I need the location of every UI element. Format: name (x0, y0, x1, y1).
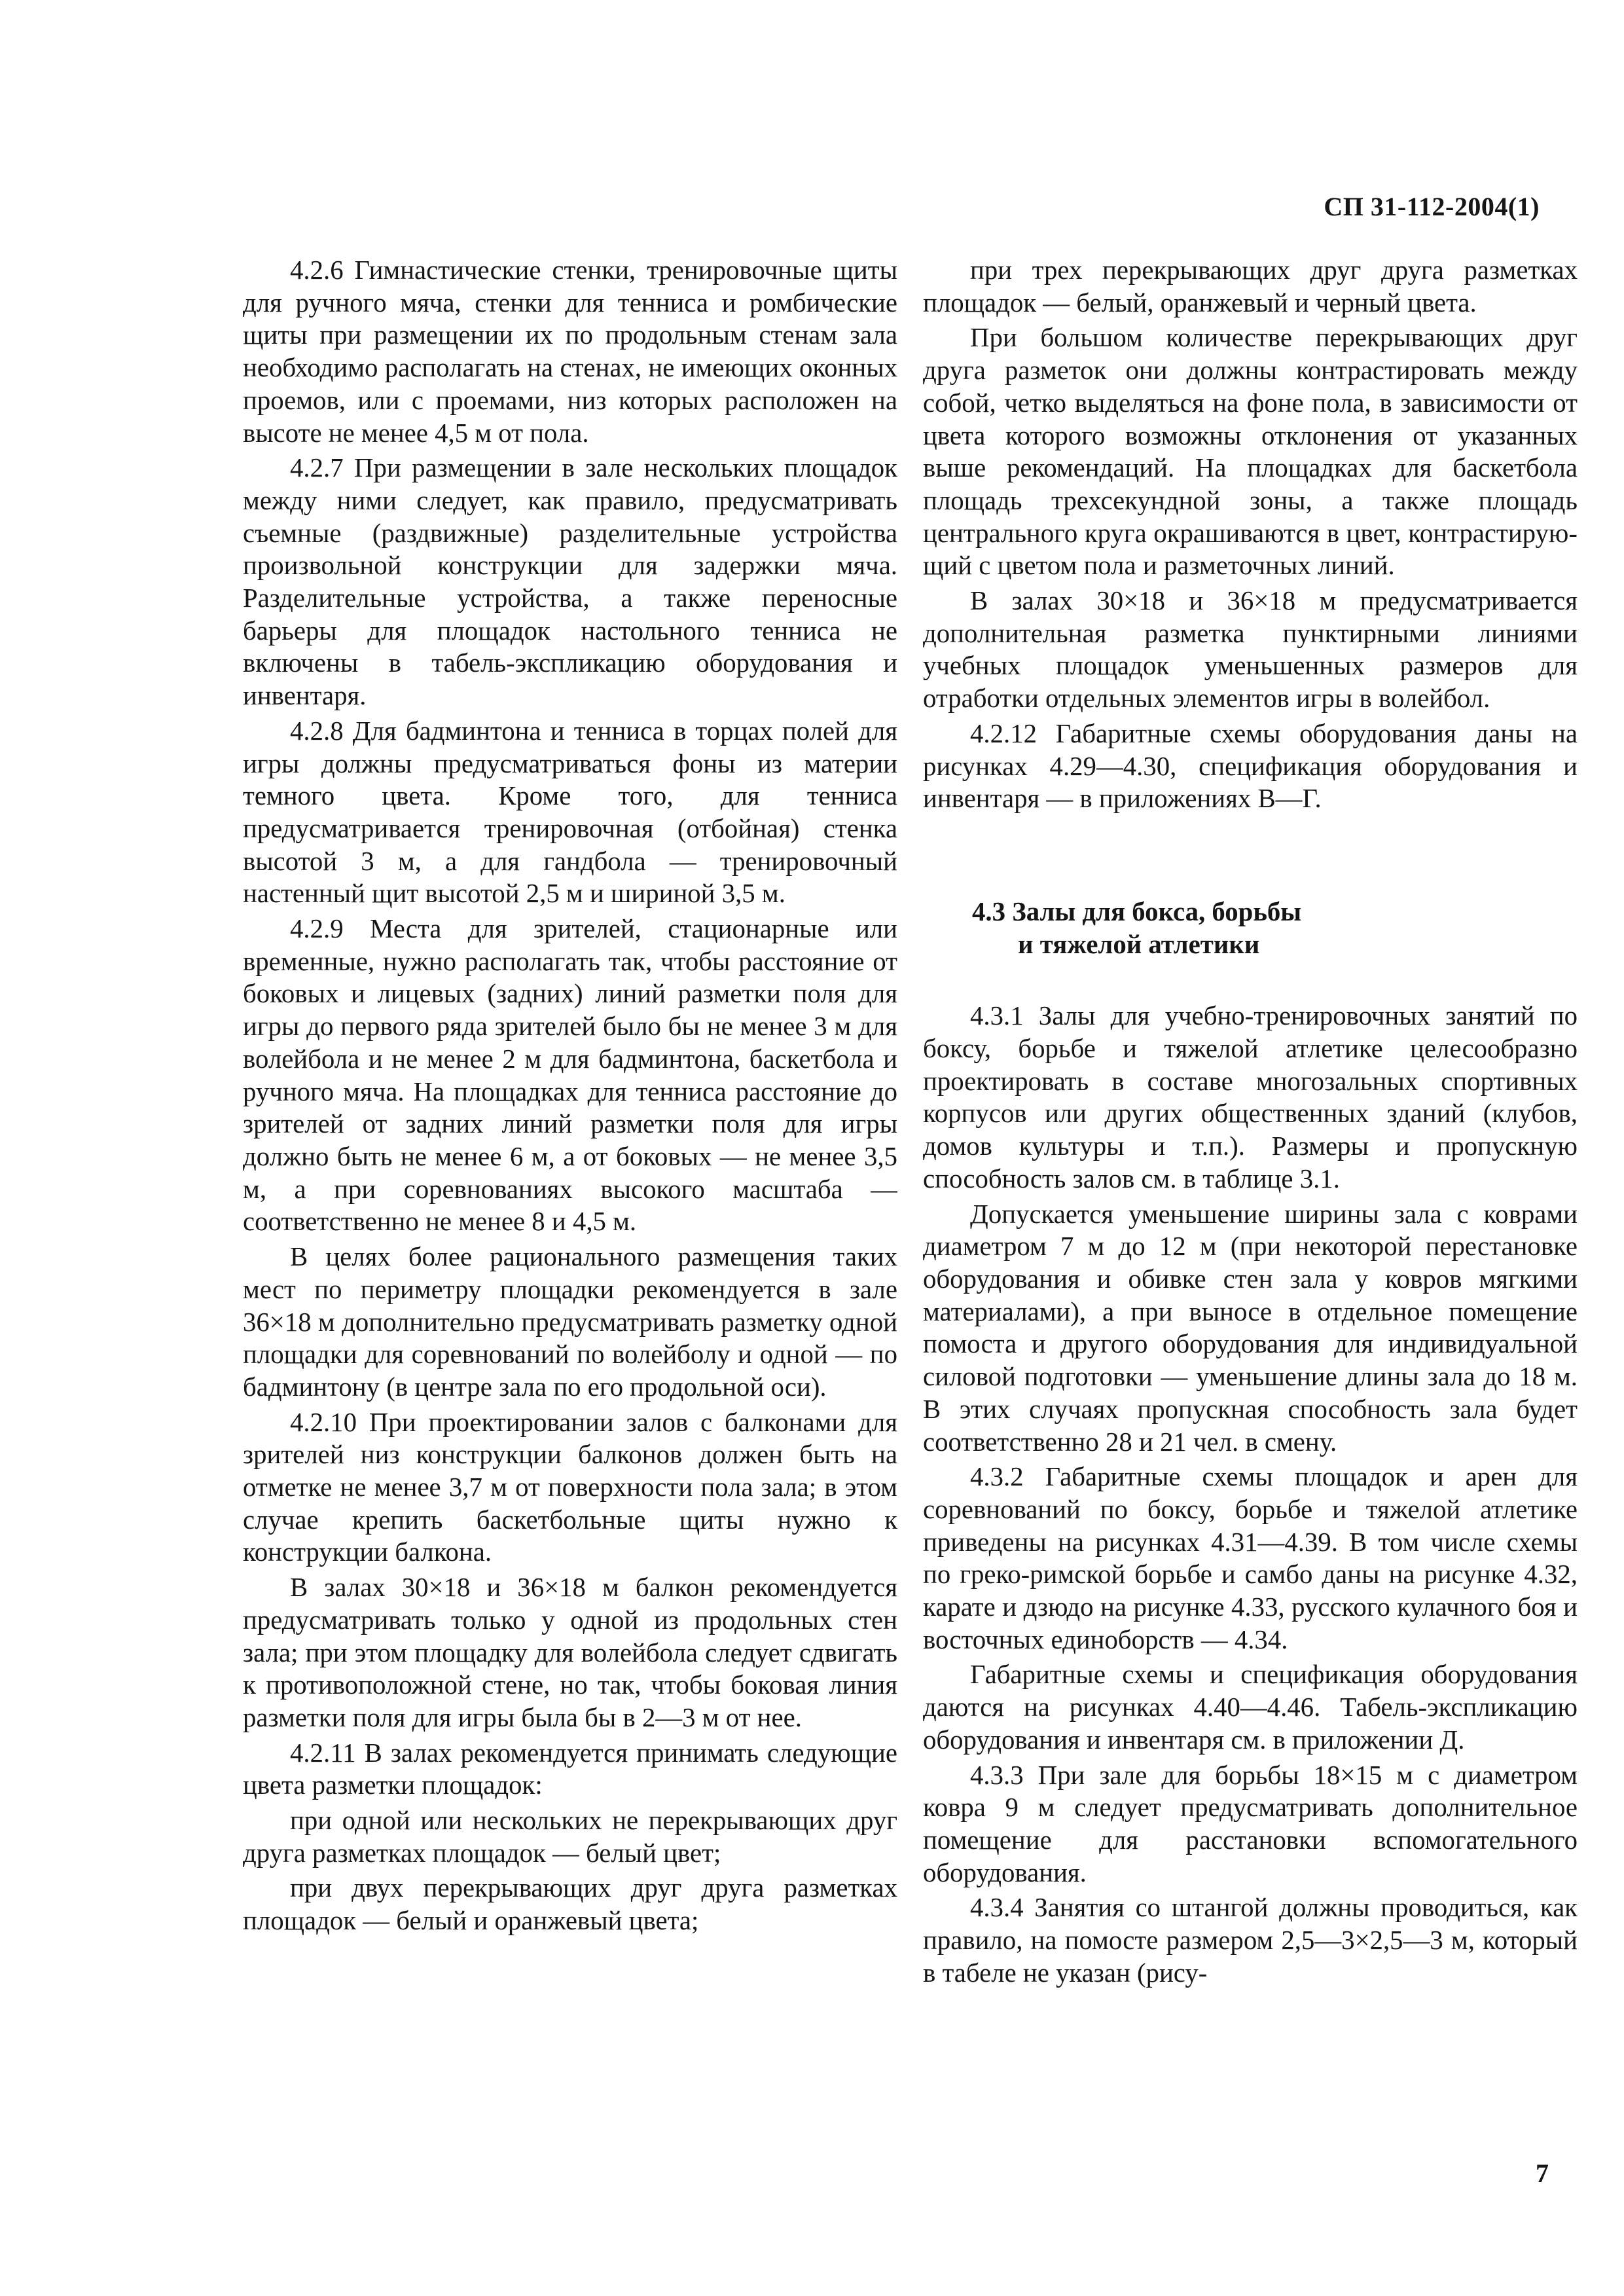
section-heading-line-1: 4.3 Залы для бокса, борьбы (972, 896, 1302, 926)
paragraph-width-reduction: Допускается уменьшение ширины зала с коврами диаметром 7 м до 12 м (при некоторой перестановке оборудования и обивке стен зала у ковров мягкими материалами), а при выносе в отдельное помещение помоста и другого оборудования для индивидуальной силовой подготовки — уменьшение длины зала до 18 м. В этих случаях пропускная способность зала будет соответственно 28 и 21 чел. в смену. (923, 1199, 1578, 1457)
paragraph-4-2-12: 4.2.12 Габаритные схемы оборудования даны на рисунках 4.29—4.30, спецификация оборудования и инвентаря — в приложениях В—Г. (923, 718, 1578, 814)
section-heading-4-3 (923, 896, 1578, 960)
paragraph-equipment-schemes: Габаритные схемы и спецификация оборудования даются на рисунках 4.40—4.46. Табель-экспликацию оборудования и инвентаря см. в приложении Д. (923, 1660, 1578, 1755)
paragraph-three-markings: при трех перекрывающих друг друга разметках площадок — белый, оранжевый и черный цвета. (923, 255, 1578, 318)
paragraph-4-3-2: 4.3.2 Габаритные схемы площадок и арен для соревнований по боксу, борьбе и тяжелой атлетике приведены на рисунках 4.31—4.39. В том числе схемы по греко-римской борьбе и самбо даны на рисунке 4.32, карате и дзюдо на рисунке 4.33, русского кулачного боя и восточных единоборств — 4.34. (923, 1462, 1578, 1654)
paragraph-many-markings: При большом количестве перекрывающих друг друга разметок они должны контрастировать между собой, четко выделяться на фоне пола, в зависимости от цвета которого возможны отклонения от указанных выше рекомендаций. На площадках для баскетбола площадь трехсекундной зоны, а также площадь центрального круга окрашиваются в цвет, контрастирующий с цветом пола и разметочных линий. (923, 323, 1578, 581)
paragraph-4-3-1: 4.3.1 Залы для учебно-тренировочных занятий по боксу, борьбе и тяжелой атлетике целесообразно проектировать в составе многозальных спортивных корпусов или других общественных зданий (клубов, домов культуры и т.п.). Размеры и пропускную способность залов см. в таблице 3.1. (923, 1001, 1578, 1194)
paragraph-single-marking: при одной или нескольких не перекрывающих друг друга разметках площадок — белый цвет; (243, 1806, 897, 1868)
paragraph-spectator-placement: В целях более рационального размещения таких мест по периметру площадки рекомендуется в зале 36×18 м дополнительно предусматривать разметку одной площадки для соревнований по волейболу и одной — по бадминтону (в центре зала по его продольной оси). (243, 1242, 897, 1402)
paragraph-4-2-7: 4.2.7 При размещении в зале нескольких площадок между ними следует, как правило, предусматривать съемные (раздвижные) разделительные устройства произвольной конструкции для задержки мяча. Разделительные устройства, а также переносные барьеры для площадок настольного тенниса не включены в табель-экспликацию оборудования и инвентаря. (243, 453, 897, 711)
page-number: 7 (1536, 2159, 1549, 2188)
paragraph-two-markings: при двух перекрывающих друг друга разметках площадок — белый и оранжевый цвета; (243, 1873, 897, 1936)
right-column (923, 254, 1578, 2192)
paragraph-4-2-10: 4.2.10 При проектировании залов с балконами для зрителей низ конструкции балконов должен быть на отметке не менее 3,7 м от поверхности пола зала; в этом случае крепить баскетбольные щиты нужно к конструкции балкона. (243, 1407, 897, 1567)
section-heading-line-2: и тяжелой атлетики (1018, 929, 1260, 959)
paragraph-4-2-9: 4.2.9 Места для зрителей, стационарные или временные, нужно располагать так, чтобы расстояние от боковых и лицевых (задних) линий разметки поля для игры до первого ряда зрителей было бы не менее 3 м для волейбола и не менее 2 м для бадминтона, баскетбола и ручного мяча. На площадках для тенниса расстояние до зрителей от задних линий разметки поля для игры должно быть не менее 6 м, а от боковых — не менее 3,5 м, а при соревнованиях высокого масштаба — соответственно не менее 8 и 4,5 м. (243, 914, 897, 1237)
paragraph-dotted-markings: В залах 30×18 и 36×18 м предусматривается дополнительная разметка пунктирными линиями учебных площадок уменьшенных размеров для отработки отдельных элементов игры в волейбол. (923, 586, 1578, 714)
document-code: СП 31-112-2004(1) (1324, 192, 1540, 221)
paragraph-4-2-8: 4.2.8 Для бадминтона и тенниса в торцах полей для игры должны предусматриваться фоны из материи темного цвета. Кроме того, для тенниса предусматривается тренировочная (отбойная) стенка высотой 3 м, а для гандбола — тренировочный настенный щит высотой 2,5 м и шириной 3,5 м. (243, 716, 897, 909)
paragraph-4-3-4: 4.3.4 Занятия со штангой должны проводиться, как правило, на помосте размером 2,5—3×2,5—3 м, который в табеле не указан (рису- (923, 1893, 1578, 1988)
paragraph-balcony: В залах 30×18 и 36×18 м балкон рекомендуется предусматривать только у одной из продольных стен зала; при этом площадку для волейбола следует сдвигать к противоположной стене, но так, чтобы боковая линия разметки поля для игры была бы в 2—3 м от нее. (243, 1573, 897, 1732)
paragraph-4-2-6: 4.2.6 Гимнастические стенки, тренировочные щиты для ручного мяча, стенки для тенниса и ромбические щиты при размещении их по продольным стенам зала необходимо располагать на стенах, не имеющих оконных проемов, или с проемами, низ которых расположен на высоте не менее 4,5 м от пола. (243, 255, 897, 448)
paragraph-4-2-11: 4.2.11 В залах рекомендуется принимать следующие цвета разметки площадок: (243, 1738, 897, 1800)
paragraph-4-3-3: 4.3.3 При зале для борьбы 18×15 м с диаметром ковра 9 м следует предусматривать дополнительное помещение для расстановки вспомогательного оборудования. (923, 1760, 1578, 1887)
left-column (243, 254, 897, 2192)
